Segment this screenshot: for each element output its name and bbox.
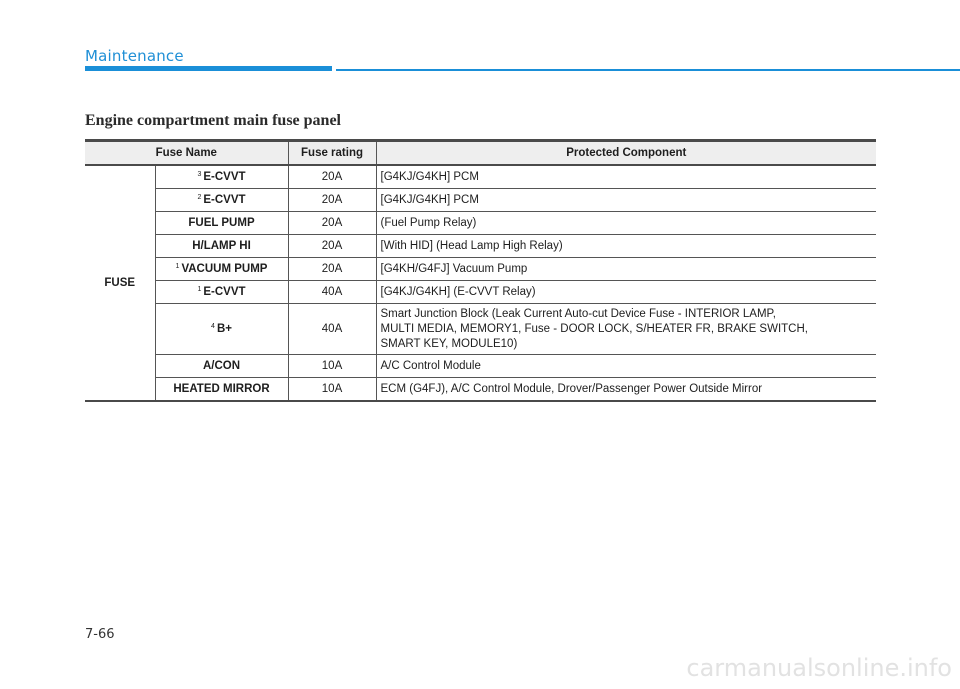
footnote-marker: 4 (211, 323, 215, 330)
fuse-name: A/CON (202, 360, 241, 372)
fuse-name: E-CVVT (203, 171, 246, 183)
footnote-marker: 3 (197, 171, 202, 178)
column-header-fuse-name: Fuse Name (85, 141, 288, 166)
fuse-name-cell (155, 258, 288, 281)
fuse-name: H/LAMP HI (192, 240, 251, 252)
protected-component-cell: A/C Control Module (376, 355, 876, 378)
footnote-marker: 2 (197, 194, 202, 201)
fuse-name-cell (155, 304, 288, 355)
fuse-name: E-CVVT (203, 194, 246, 206)
section-label: Maintenance (85, 47, 184, 65)
table-row (85, 189, 876, 212)
protected-component-cell: [G4KJ/G4KH] PCM (376, 189, 876, 212)
fuse-name: VACUUM PUMP (181, 263, 268, 275)
page-number: 7-66 (85, 627, 115, 642)
fuse-rating-cell: 40A (288, 281, 376, 304)
protected-component-cell (376, 304, 876, 355)
footnote-marker: 1 (197, 286, 202, 293)
table-row (85, 281, 876, 304)
column-header-fuse-rating: Fuse rating (288, 141, 376, 166)
fuse-rating-cell: 10A (288, 355, 376, 378)
table-header-row (85, 141, 876, 166)
protected-component-cell: [G4KJ/G4KH] (E-CVVT Relay) (376, 281, 876, 304)
fuse-name-cell (155, 165, 288, 189)
component-line: MULTI MEDIA, MEMORY1, Fuse - DOOR LOCK, S/HEATER FR, BRAKE SWITCH, (380, 322, 808, 335)
watermark-text: carmanualsonline.info (686, 654, 952, 682)
table-row (85, 165, 876, 189)
protected-component-cell: [G4KH/G4FJ] Vacuum Pump (376, 258, 876, 281)
protected-component-cell: ECM (G4FJ), A/C Control Module, Drover/Passenger Power Outside Mirror (376, 378, 876, 402)
fuse-name-cell (155, 212, 288, 235)
fuse-name: B+ (216, 323, 232, 335)
protected-component-cell: [G4KJ/G4KH] PCM (376, 165, 876, 189)
table-row (85, 258, 876, 281)
table-row (85, 378, 876, 402)
page-heading: Engine compartment main fuse panel (85, 112, 341, 129)
header-rule-thick (85, 66, 332, 71)
protected-component-cell: (Fuel Pump Relay) (376, 212, 876, 235)
protected-component-cell: [With HID] (Head Lamp High Relay) (376, 235, 876, 258)
fuse-name-cell (155, 378, 288, 402)
fuse-name-cell (155, 189, 288, 212)
header-rule-thin (336, 69, 960, 71)
fuse-name-cell (155, 281, 288, 304)
fuse-name-cell (155, 355, 288, 378)
fuse-rating-cell: 20A (288, 189, 376, 212)
fuse-rating-cell: 20A (288, 258, 376, 281)
fuse-name: FUEL PUMP (188, 217, 255, 229)
table-row (85, 212, 876, 235)
fuse-table (85, 139, 876, 402)
fuse-name: E-CVVT (203, 286, 246, 298)
table-row (85, 355, 876, 378)
fuse-rating-cell: 20A (288, 235, 376, 258)
fuse-rating-cell: 20A (288, 165, 376, 189)
fuse-rating-cell: 10A (288, 378, 376, 402)
fuse-name: HEATED MIRROR (173, 383, 270, 395)
component-line: SMART KEY, MODULE10) (380, 337, 518, 350)
column-header-protected-component: Protected Component (376, 141, 876, 166)
footnote-marker: 1 (175, 263, 180, 270)
fuse-name-cell (155, 235, 288, 258)
table-row (85, 304, 876, 355)
fuse-rating-cell: 20A (288, 212, 376, 235)
fuse-group-label: FUSE (85, 165, 155, 401)
table-row (85, 235, 876, 258)
fuse-rating-cell: 40A (288, 304, 376, 355)
component-line: Smart Junction Block (Leak Current Auto-cut Device Fuse - INTERIOR LAMP, (380, 307, 776, 320)
